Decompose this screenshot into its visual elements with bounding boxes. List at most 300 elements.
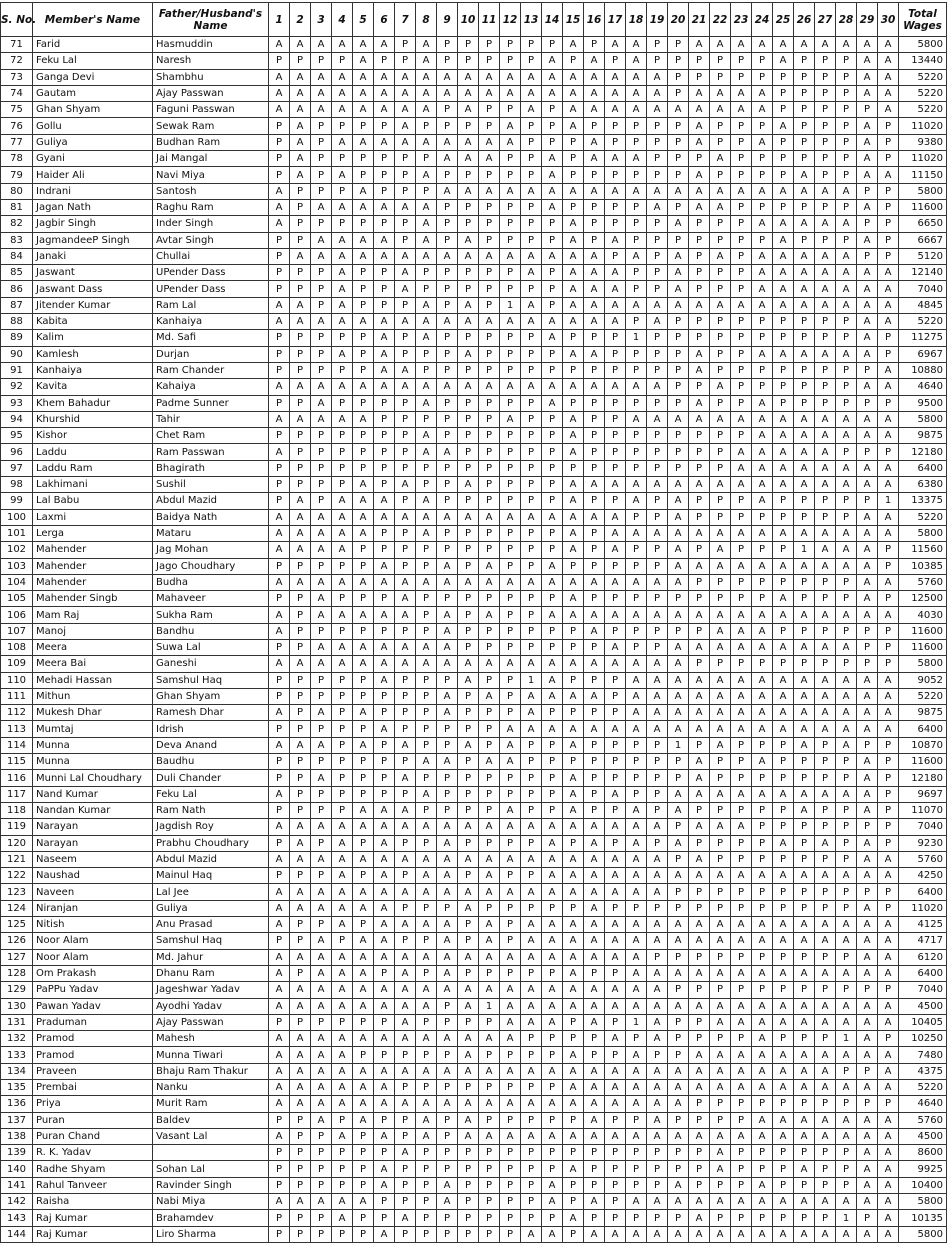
attendance-cell: P: [878, 151, 899, 167]
attendance-cell: P: [647, 1047, 668, 1063]
attendance-cell: P: [626, 444, 647, 460]
father-name-cell: Jageshwar Yadav: [153, 982, 269, 998]
attendance-cell: A: [521, 917, 542, 933]
attendance-cell: P: [857, 493, 878, 509]
attendance-cell: P: [521, 493, 542, 509]
attendance-cell: A: [458, 737, 479, 753]
attendance-cell: P: [836, 949, 857, 965]
attendance-cell: P: [416, 770, 437, 786]
attendance-cell: A: [416, 444, 437, 460]
attendance-cell: A: [773, 835, 794, 851]
attendance-cell: A: [794, 216, 815, 232]
attendance-cell: A: [836, 1014, 857, 1030]
attendance-cell: P: [353, 118, 374, 134]
attendance-cell: P: [878, 183, 899, 199]
attendance-cell: A: [374, 37, 395, 53]
attendance-cell: A: [374, 933, 395, 949]
attendance-cell: A: [395, 102, 416, 118]
attendance-cell: P: [710, 1031, 731, 1047]
attendance-cell: P: [479, 672, 500, 688]
serial-number-cell: 73: [1, 69, 33, 85]
attendance-cell: A: [794, 917, 815, 933]
attendance-cell: P: [689, 281, 710, 297]
father-name-cell: Bhagirath: [153, 460, 269, 476]
table-row: [1, 1194, 947, 1210]
attendance-cell: A: [815, 705, 836, 721]
attendance-cell: P: [479, 1161, 500, 1177]
attendance-cell: P: [353, 265, 374, 281]
table-row: [1, 639, 947, 655]
attendance-cell: P: [605, 965, 626, 981]
attendance-cell: A: [563, 851, 584, 867]
serial-number-cell: 71: [1, 37, 33, 53]
attendance-cell: A: [458, 672, 479, 688]
attendance-cell: P: [647, 770, 668, 786]
member-name-cell: Naushad: [33, 868, 153, 884]
attendance-cell: A: [626, 85, 647, 101]
attendance-cell: P: [584, 1210, 605, 1226]
attendance-cell: A: [374, 672, 395, 688]
attendance-cell: A: [668, 1063, 689, 1079]
attendance-cell: P: [332, 1161, 353, 1177]
attendance-cell: A: [416, 656, 437, 672]
total-wages-cell: 5800: [899, 525, 947, 541]
attendance-cell: A: [353, 525, 374, 541]
total-wages-cell: 5800: [899, 656, 947, 672]
attendance-cell: A: [689, 998, 710, 1014]
attendance-cell: P: [269, 134, 290, 150]
attendance-cell: A: [836, 183, 857, 199]
attendance-cell: A: [416, 314, 437, 330]
attendance-cell: A: [689, 1194, 710, 1210]
attendance-cell: P: [626, 1112, 647, 1128]
attendance-cell: A: [710, 411, 731, 427]
attendance-cell: P: [605, 1194, 626, 1210]
attendance-cell: P: [542, 525, 563, 541]
attendance-cell: P: [815, 199, 836, 215]
attendance-cell: P: [353, 444, 374, 460]
total-wages-cell: 12500: [899, 591, 947, 607]
attendance-cell: A: [773, 265, 794, 281]
attendance-cell: A: [563, 509, 584, 525]
attendance-cell: A: [563, 721, 584, 737]
attendance-cell: P: [269, 1161, 290, 1177]
attendance-cell: A: [395, 949, 416, 965]
attendance-cell: A: [773, 232, 794, 248]
attendance-cell: A: [269, 183, 290, 199]
attendance-cell: A: [878, 1177, 899, 1193]
member-name-cell: Mahender: [33, 542, 153, 558]
attendance-cell: P: [479, 965, 500, 981]
attendance-cell: P: [626, 428, 647, 444]
attendance-cell: A: [647, 721, 668, 737]
attendance-cell: A: [773, 721, 794, 737]
attendance-cell: A: [395, 591, 416, 607]
member-name-cell: Meera Bai: [33, 656, 153, 672]
attendance-cell: A: [458, 1112, 479, 1128]
attendance-cell: A: [689, 688, 710, 704]
attendance-cell: A: [647, 1226, 668, 1242]
attendance-cell: P: [500, 53, 521, 69]
attendance-cell: A: [311, 1112, 332, 1128]
total-wages-cell: 9875: [899, 428, 947, 444]
attendance-cell: P: [584, 754, 605, 770]
attendance-cell: A: [605, 574, 626, 590]
attendance-cell: A: [353, 851, 374, 867]
attendance-cell: P: [836, 754, 857, 770]
father-name-cell: Mahaveer: [153, 591, 269, 607]
attendance-cell: A: [290, 851, 311, 867]
header-day-12: 12: [500, 3, 521, 37]
attendance-cell: P: [353, 1145, 374, 1161]
attendance-cell: A: [815, 917, 836, 933]
attendance-cell: P: [878, 216, 899, 232]
attendance-cell: P: [689, 53, 710, 69]
attendance-cell: A: [605, 1031, 626, 1047]
attendance-cell: A: [668, 102, 689, 118]
attendance-cell: A: [479, 607, 500, 623]
attendance-cell: P: [290, 786, 311, 802]
member-name-cell: Kishor: [33, 428, 153, 444]
attendance-cell: A: [605, 183, 626, 199]
attendance-cell: P: [458, 1161, 479, 1177]
attendance-cell: A: [668, 721, 689, 737]
attendance-cell: P: [878, 802, 899, 818]
attendance-cell: P: [794, 362, 815, 378]
attendance-cell: P: [542, 134, 563, 150]
attendance-cell: A: [290, 69, 311, 85]
attendance-cell: A: [500, 248, 521, 264]
attendance-cell: P: [521, 362, 542, 378]
attendance-cell: P: [542, 346, 563, 362]
attendance-cell: A: [332, 379, 353, 395]
attendance-cell: A: [416, 379, 437, 395]
attendance-cell: P: [857, 216, 878, 232]
attendance-cell: A: [878, 998, 899, 1014]
attendance-cell: P: [605, 395, 626, 411]
attendance-cell: P: [269, 265, 290, 281]
attendance-cell: A: [416, 998, 437, 1014]
attendance-cell: P: [458, 493, 479, 509]
attendance-cell: A: [857, 933, 878, 949]
table-row: [1, 607, 947, 623]
attendance-cell: P: [689, 509, 710, 525]
attendance-cell: A: [269, 965, 290, 981]
attendance-cell: A: [710, 965, 731, 981]
attendance-cell: A: [710, 819, 731, 835]
table-row: [1, 705, 947, 721]
attendance-cell: A: [563, 314, 584, 330]
attendance-cell: A: [752, 265, 773, 281]
attendance-cell: A: [647, 477, 668, 493]
attendance-cell: A: [731, 1063, 752, 1079]
attendance-cell: A: [437, 835, 458, 851]
attendance-cell: P: [374, 297, 395, 313]
attendance-cell: A: [542, 835, 563, 851]
attendance-cell: P: [731, 949, 752, 965]
attendance-cell: P: [752, 835, 773, 851]
attendance-cell: P: [626, 199, 647, 215]
attendance-cell: P: [668, 37, 689, 53]
attendance-cell: P: [437, 216, 458, 232]
attendance-cell: A: [290, 85, 311, 101]
attendance-cell: A: [374, 1128, 395, 1144]
attendance-cell: A: [689, 1210, 710, 1226]
attendance-cell: P: [353, 346, 374, 362]
total-wages-cell: 5800: [899, 1226, 947, 1242]
attendance-cell: A: [794, 1226, 815, 1242]
attendance-cell: P: [752, 900, 773, 916]
attendance-cell: A: [269, 982, 290, 998]
attendance-cell: A: [521, 656, 542, 672]
attendance-cell: P: [311, 183, 332, 199]
attendance-cell: A: [353, 965, 374, 981]
attendance-cell: A: [794, 460, 815, 476]
attendance-cell: A: [584, 314, 605, 330]
attendance-cell: A: [437, 1031, 458, 1047]
attendance-cell: P: [374, 1145, 395, 1161]
attendance-cell: A: [689, 167, 710, 183]
attendance-cell: A: [437, 1096, 458, 1112]
attendance-cell: A: [773, 411, 794, 427]
father-name-cell: Samshul Haq: [153, 672, 269, 688]
attendance-cell: A: [332, 819, 353, 835]
attendance-cell: P: [458, 1226, 479, 1242]
attendance-cell: P: [626, 770, 647, 786]
attendance-cell: P: [605, 53, 626, 69]
attendance-cell: A: [311, 607, 332, 623]
attendance-cell: A: [878, 362, 899, 378]
attendance-cell: P: [836, 118, 857, 134]
attendance-cell: A: [353, 656, 374, 672]
table-row: [1, 362, 947, 378]
attendance-cell: A: [689, 477, 710, 493]
attendance-cell: P: [500, 428, 521, 444]
attendance-cell: A: [836, 868, 857, 884]
attendance-cell: A: [752, 721, 773, 737]
attendance-cell: A: [395, 851, 416, 867]
attendance-cell: A: [668, 639, 689, 655]
attendance-cell: A: [479, 933, 500, 949]
attendance-cell: A: [479, 1031, 500, 1047]
attendance-cell: A: [437, 558, 458, 574]
attendance-cell: P: [374, 428, 395, 444]
attendance-cell: A: [857, 1031, 878, 1047]
attendance-cell: A: [395, 884, 416, 900]
attendance-cell: P: [836, 362, 857, 378]
attendance-cell: P: [458, 1145, 479, 1161]
attendance-cell: P: [815, 509, 836, 525]
attendance-cell: A: [395, 248, 416, 264]
attendance-cell: A: [416, 493, 437, 509]
table-row: [1, 428, 947, 444]
attendance-cell: P: [563, 1014, 584, 1030]
attendance-cell: P: [584, 1161, 605, 1177]
attendance-cell: A: [521, 998, 542, 1014]
attendance-cell: A: [857, 477, 878, 493]
attendance-cell: A: [647, 1096, 668, 1112]
attendance-cell: P: [500, 265, 521, 281]
table-row: [1, 623, 947, 639]
attendance-cell: A: [836, 933, 857, 949]
attendance-cell: A: [626, 297, 647, 313]
attendance-cell: P: [269, 868, 290, 884]
attendance-cell: P: [374, 786, 395, 802]
attendance-cell: P: [290, 199, 311, 215]
attendance-cell: P: [290, 1226, 311, 1242]
attendance-cell: P: [395, 900, 416, 916]
attendance-cell: P: [584, 1145, 605, 1161]
attendance-cell: A: [836, 525, 857, 541]
attendance-cell: A: [416, 1063, 437, 1079]
attendance-cell: P: [479, 232, 500, 248]
attendance-cell: P: [668, 982, 689, 998]
attendance-cell: P: [479, 118, 500, 134]
attendance-cell: P: [500, 395, 521, 411]
attendance-cell: A: [479, 379, 500, 395]
attendance-cell: P: [626, 1145, 647, 1161]
attendance-cell: A: [836, 460, 857, 476]
attendance-cell: A: [437, 85, 458, 101]
attendance-cell: A: [605, 85, 626, 101]
attendance-cell: A: [752, 477, 773, 493]
attendance-cell: A: [647, 314, 668, 330]
father-name-cell: Jagdish Roy: [153, 819, 269, 835]
father-name-cell: Liro Sharma: [153, 1226, 269, 1242]
attendance-cell: A: [458, 248, 479, 264]
member-name-cell: Raj Kumar: [33, 1226, 153, 1242]
attendance-cell: A: [353, 53, 374, 69]
attendance-cell: P: [584, 737, 605, 753]
table-row: [1, 1177, 947, 1193]
attendance-cell: A: [731, 102, 752, 118]
attendance-cell: A: [290, 998, 311, 1014]
attendance-cell: A: [563, 1210, 584, 1226]
attendance-cell: A: [521, 884, 542, 900]
total-wages-cell: 6400: [899, 884, 947, 900]
attendance-cell: P: [647, 281, 668, 297]
attendance-cell: P: [395, 37, 416, 53]
father-name-cell: Kanhaiya: [153, 314, 269, 330]
attendance-cell: P: [374, 265, 395, 281]
attendance-cell: P: [731, 509, 752, 525]
attendance-cell: P: [689, 900, 710, 916]
attendance-cell: A: [647, 525, 668, 541]
attendance-cell: A: [773, 1014, 794, 1030]
attendance-cell: A: [500, 118, 521, 134]
attendance-cell: A: [416, 1031, 437, 1047]
attendance-cell: P: [668, 85, 689, 101]
attendance-cell: P: [773, 574, 794, 590]
attendance-cell: A: [290, 1194, 311, 1210]
attendance-cell: P: [689, 591, 710, 607]
attendance-cell: A: [689, 395, 710, 411]
header-day-27: 27: [815, 3, 836, 37]
attendance-cell: P: [311, 1128, 332, 1144]
attendance-cell: P: [311, 1161, 332, 1177]
member-name-cell: Munna: [33, 737, 153, 753]
attendance-cell: P: [731, 1031, 752, 1047]
attendance-cell: A: [815, 411, 836, 427]
attendance-cell: P: [500, 102, 521, 118]
attendance-cell: P: [290, 672, 311, 688]
table-row: [1, 1047, 947, 1063]
attendance-cell: P: [458, 167, 479, 183]
attendance-cell: A: [311, 998, 332, 1014]
attendance-cell: P: [521, 346, 542, 362]
attendance-cell: A: [857, 118, 878, 134]
father-name-cell: Baidya Nath: [153, 509, 269, 525]
attendance-cell: P: [647, 248, 668, 264]
attendance-cell: A: [773, 705, 794, 721]
attendance-cell: P: [437, 542, 458, 558]
attendance-cell: P: [542, 1145, 563, 1161]
attendance-cell: P: [332, 118, 353, 134]
attendance-cell: A: [857, 965, 878, 981]
attendance-cell: A: [731, 721, 752, 737]
attendance-cell: A: [710, 379, 731, 395]
attendance-cell: P: [668, 1014, 689, 1030]
attendance-cell: A: [458, 102, 479, 118]
attendance-cell: P: [626, 216, 647, 232]
attendance-cell: A: [542, 509, 563, 525]
attendance-cell: A: [605, 949, 626, 965]
attendance-cell: P: [416, 688, 437, 704]
attendance-cell: A: [647, 199, 668, 215]
attendance-cell: A: [437, 754, 458, 770]
attendance-cell: P: [584, 1177, 605, 1193]
total-wages-cell: 9925: [899, 1161, 947, 1177]
attendance-cell: A: [290, 574, 311, 590]
attendance-cell: P: [668, 1112, 689, 1128]
attendance-cell: A: [311, 37, 332, 53]
attendance-cell: A: [647, 411, 668, 427]
attendance-cell: P: [542, 965, 563, 981]
attendance-cell: P: [836, 199, 857, 215]
attendance-cell: P: [542, 1080, 563, 1096]
attendance-cell: P: [584, 428, 605, 444]
attendance-cell: P: [836, 379, 857, 395]
attendance-cell: P: [269, 1145, 290, 1161]
total-wages-cell: 4125: [899, 917, 947, 933]
attendance-cell: P: [773, 737, 794, 753]
attendance-cell: P: [815, 591, 836, 607]
father-name-cell: Raghu Ram: [153, 199, 269, 215]
attendance-cell: P: [437, 297, 458, 313]
attendance-cell: A: [689, 917, 710, 933]
attendance-cell: P: [773, 851, 794, 867]
attendance-cell: P: [857, 1096, 878, 1112]
header-day-7: 7: [395, 3, 416, 37]
attendance-cell: P: [689, 151, 710, 167]
serial-number-cell: 83: [1, 232, 33, 248]
attendance-cell: A: [836, 998, 857, 1014]
attendance-cell: P: [668, 428, 689, 444]
attendance-cell: P: [416, 460, 437, 476]
header-day-10: 10: [458, 3, 479, 37]
attendance-cell: A: [710, 998, 731, 1014]
attendance-cell: P: [647, 639, 668, 655]
attendance-cell: A: [584, 949, 605, 965]
member-name-cell: Jaswant: [33, 265, 153, 281]
attendance-cell: A: [395, 314, 416, 330]
attendance-cell: A: [395, 639, 416, 655]
total-wages-cell: 11560: [899, 542, 947, 558]
attendance-cell: P: [605, 411, 626, 427]
attendance-cell: A: [710, 85, 731, 101]
attendance-cell: A: [563, 37, 584, 53]
attendance-cell: A: [311, 542, 332, 558]
